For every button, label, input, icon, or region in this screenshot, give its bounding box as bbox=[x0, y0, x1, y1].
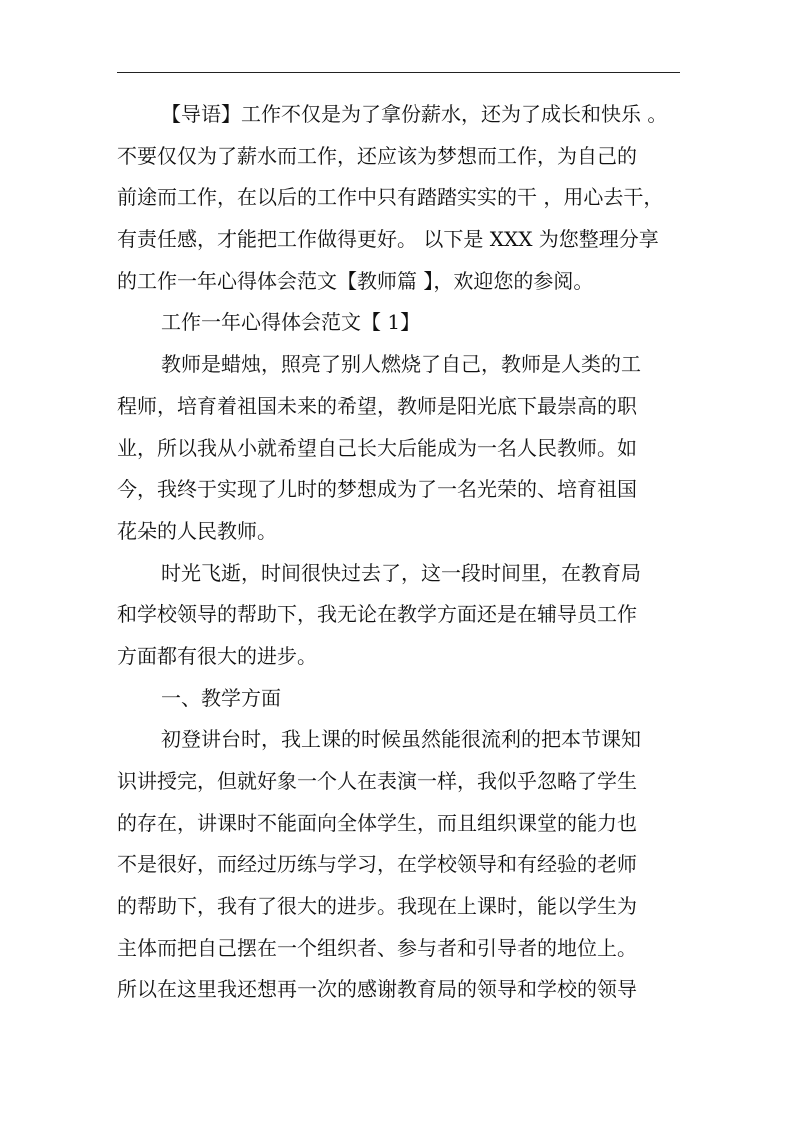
section-heading: 工作一年心得体会范文【 1】 bbox=[161, 310, 421, 335]
intro-line: 不要仅仅为了薪水而工作，还应该为梦想而工作，为自己的 bbox=[117, 143, 637, 168]
paragraph-line: 花朵的人民教师。 bbox=[117, 518, 277, 543]
paragraph-line: 业，所以我从小就希望自己长大后能成为一名人民教师。如 bbox=[117, 435, 637, 460]
document-body bbox=[117, 94, 680, 1011]
paragraph-line: 不是很好，而经过历练与学习，在学校领导和有经验的老师 bbox=[117, 852, 637, 877]
paragraph-line: 的帮助下，我有了很大的进步。我现在上课时，能以学生为 bbox=[117, 894, 637, 919]
header-rule bbox=[117, 72, 680, 73]
paragraph-line: 今，我终于实现了儿时的梦想成为了一名光荣的、培育祖国 bbox=[117, 477, 637, 502]
paragraph-line: 时光飞逝，时间很快过去了，这一段时间里，在教育局 bbox=[161, 560, 641, 585]
paragraph-line: 和学校领导的帮助下，我无论在教学方面还是在辅导员工作 bbox=[117, 602, 637, 627]
intro-line: 前途而工作，在以后的工作中只有踏踏实实的干 ，用心去干， bbox=[117, 185, 664, 210]
intro-line: 有责任感，才能把工作做得更好。 以下是 XXX 为您整理分享 bbox=[117, 227, 659, 252]
paragraph-line: 初登讲台时，我上课的时候虽然能很流利的把本节课知 bbox=[161, 727, 641, 752]
paragraph-line: 识讲授完，但就好象一个人在表演一样，我似乎忽略了学生 bbox=[117, 769, 637, 793]
paragraph-line: 的存在，讲课时不能面向全体学生，而且组织课堂的能力也 bbox=[117, 810, 637, 835]
intro-line: 【导语】工作不仅是为了拿份薪水，还为了成长和快乐 。 bbox=[161, 102, 668, 126]
paragraph-line: 所以在这里我还想再一次的感谢教育局的领导和学校的领导 bbox=[117, 977, 637, 1002]
paragraph-line: 教师是蜡烛，照亮了别人燃烧了自己，教师是人类的工 bbox=[161, 352, 641, 377]
intro-line: 的工作一年心得体会范文【教师篇 】，欢迎您的参阅。 bbox=[117, 268, 594, 293]
paragraph-line: 程师，培育着祖国未来的希望，教师是阳光底下最崇高的职 bbox=[117, 393, 637, 418]
paragraph-line: 主体而把自己摆在一个组织者、参与者和引导者的地位上。 bbox=[117, 935, 637, 960]
subsection-heading: 一、教学方面 bbox=[161, 685, 281, 710]
paragraph-line: 方面都有很大的进步。 bbox=[117, 643, 317, 668]
